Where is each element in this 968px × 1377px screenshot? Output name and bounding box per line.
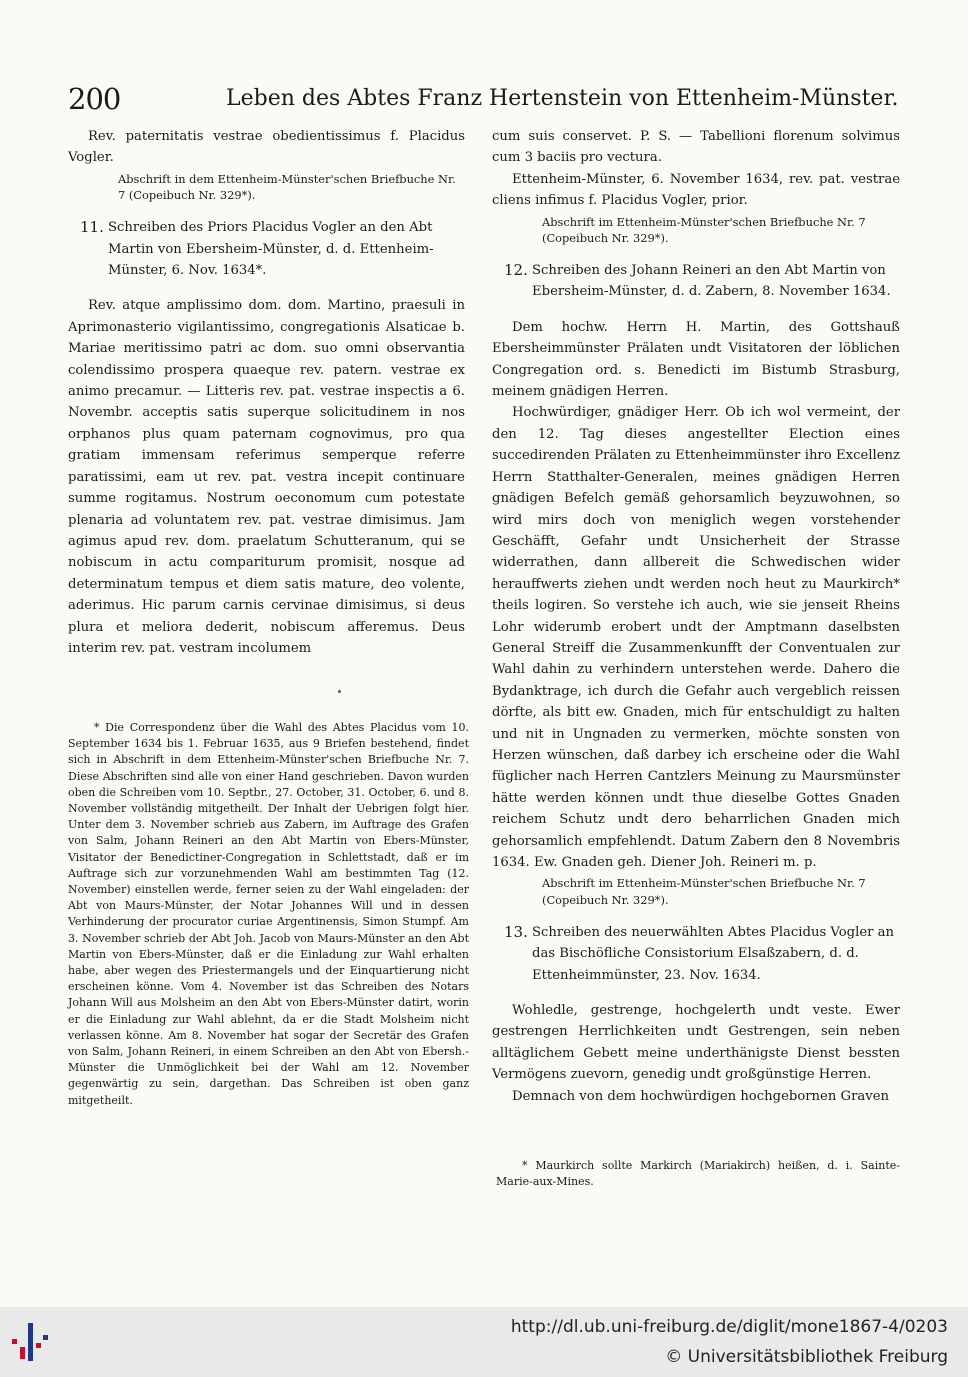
page-number: 200 (68, 82, 121, 116)
left-footnote-text: * Die Correspondenz über die Wahl des Abtes Placidus vom 10. September 1634 bis 1. Februar 1635, aus 9 Briefen bestehend, findet sich in Abschrift in dem Ettenheim-Münster'schen Briefbuche Nr. 7. Diese Abschriften sind alle von einer Hand geschrieben. Davon wurden oben die Schreiben vom 10. Septbr., 27. October, 31. October, 6. und 8. November vollständig mitgetheilt. Der Inhalt der Uebrigen folgt hier. Unter dem 3. November schrieb aus Zabern, im Auftrage des Grafen von Salm, Johann Reineri an den Abt Martin von Ebers-Münster, Visitator der Benedictiner-Congregation in Schlettstadt, daß er im Auftrage sich zur vorzunehmenden Wahl am bestimmten Tag (12. November) einstellen werde, ferner seien zu der Wahl eingeladen: der Abt von Maurs-Münster, der Notar Johannes Will und in dessen Verhinderung der procurator curiae Argentinensis, Simon Stumpf. Am 3. November schrieb der Abt Joh. Jacob von Maurs-Münster an den Abt Martin von Ebers-Münster, daß er die Einladung zur Wahl erhalten habe, aber wegen des Priestermangels und der Einquartierung nicht erscheinen könne. Vom 4. November ist das Schreiben des Notars Johann Will aus Molsheim an den Abt von Ebers-Münster datirt, worin er die Einladung zur Wahl ablehnt, da er die Stadt Molsheim nicht verlassen könne. Am 8. November hat sogar der Secretär des Grafen von Salm, Johann Reineri, in einem Schreiben an den Abt von Ebersh.-Münster die Unmöglichkeit bei der Wahl am 12. November gegenwärtig zu sein, dargethan. Das Schreiben ist oben ganz mitgetheilt. (68, 721, 469, 1107)
letter-13-number: 13. (504, 922, 528, 941)
letter-12-source-note: Abschrift im Ettenheim-Münster'schen Briefbuche Nr. 7 (Copeibuch Nr. 329*). (542, 876, 866, 907)
letter-11-number: 11. (80, 218, 104, 237)
letter-13-heading (492, 922, 900, 986)
letter-12-number: 12. (504, 261, 528, 280)
source-url-link[interactable]: http://dl.ub.uni-freiburg.de/diglit/mone1867-4/0203 (510, 1317, 948, 1337)
letter-11-heading (68, 217, 465, 281)
continuation-text: cum suis conservet. P. S. — Tabellioni florenum solvimus cum 3 baciis pro vectura. (492, 129, 900, 166)
letter-12-address: Dem hochw. Herrn H. Martin, des Gottshauß Ebersheimmünster Prälaten undt Visitatoren der löblichen Congregation ord. s. Benedicti im Bistumb Strasburg, meinem gnädigen Herren. (492, 319, 900, 400)
letter-12-title: Schreiben des Johann Reineri an den Abt Martin von Ebersheim-Münster, d. d. Zabern, 8. November 1634. (532, 263, 891, 300)
continuation-source-note: Abschrift im Ettenheim-Münster'schen Briefbuche Nr. 7 (Copeibuch Nr. 329*). (542, 214, 866, 245)
intro-source-note: Abschrift in dem Ettenheim-Münster'schen Briefbuche Nr. 7 (Copeibuch Nr. 329*). (118, 171, 456, 203)
running-title: Leben des Abtes Franz Hertenstein von Ettenheim-Münster. (226, 86, 899, 111)
right-footnote-text: * Maurkirch sollte Markirch (Mariakirch) heißen, d. i. Sainte-Marie-aux-Mines. (496, 1159, 900, 1189)
letter-12-heading (492, 260, 900, 303)
left-footnote (68, 720, 469, 1109)
copyright-notice: © Universitätsbibliothek Freiburg (665, 1347, 948, 1367)
continuation-closing: Ettenheim-Münster, 6. November 1634, rev. pat. vestrae cliens infimus f. Placidus Vogler, prior. (492, 171, 900, 209)
letter-13-salutation: Wohledle, gestrenge, hochgelerth undt veste. Ewer gestrengen Herrlichkeiten undt Gestrengen, sein neben alltäglichem Gebett meine underthänigste Dienst bessten Vermögens zuevorn, genedig undt großgünstige Herren. (492, 1003, 900, 1083)
page-header (68, 82, 908, 118)
library-footer-bar (0, 1307, 968, 1377)
letter-11-title: Schreiben des Priors Placidus Vogler an den Abt Martin von Ebersheim-Münster, d. d. Ettenheim-Münster, 6. Nov. 1634*. (108, 220, 434, 279)
right-column (492, 126, 900, 1107)
library-logo-icon (10, 1319, 50, 1365)
letter-11-body: Rev. atque amplissimo dom. dom. Martino, praesuli in Aprimonasterio vigilantissimo, congregationis Alsaticae b. Mariae meritissimo patri ac dom. suo omni observantia colendissimo prospera quaeque rev. patern. vestrae ex animo precamur. — Litteris rev. pat. vestrae inspectis a 6. Novembr. acceptis satis superque solicitudinem in nos orphanos plus quam paternam cognovimus, pro qua gratiam immensam referimus semperque referre paratissimi, eam ut rev. pat. vestra incepit continuare summe rogitamus. Nostrum oeconomum cum potestate plenaria ad voluntatem rev. pat. vestrae dimisimus. Jam agimus apud rev. dom. praelatum Schutteranum, qui se nobiscum in actu compariturum promisit, nosque ad determinatum tempus et diem satis mature, deo volente, aderimus. Hic parum carnis cervinae dimisimus, si deus plura et meliora dederit, nobiscum afferemus. Deus interim rev. pat. vestram incolumem (68, 298, 465, 656)
right-footnote (496, 1158, 900, 1190)
intro-closing: Rev. paternitatis vestrae obedientissimus f. Placidus Vogler. (68, 129, 465, 166)
letter-12-body: Hochwürdiger, gnädiger Herr. Ob ich wol vermeint, der den 12. Tag dieses angestellter Election eines succedirenden Prälaten zu Ettenheimmünster ihro Excellenz Herrn Statthalter-Generalen, meines gnädigen Herren gnädigen Befelch gemäß gehorsamlich beyzuwohnen, so wird mirs doch von meniglich wegen vorstehender Geschäfft, Gefahr undt Unsicherheit der Strasse widerrathen, dann allbereit die Schwedischen wider herauffwerts ziehen undt werden noch heut zu Maurkirch* theils logiren. So verstehe ich auch, wie sie jenseit Rheins Lohr widerumb erobert undt der Amptmann daselbsten General Streiff die Zusammenkunfft der Conventualen zur Wahl dahin zu verhindern unterstehen werde. Dahero die Bydanktrage, ich durch die Gefahr auch vergeblich reissen dörfte, als bitt ew. Gnaden, mich für entschuldigt zu halten und nit in Ungnaden zu vermerken, möchte sonsten von Herzen wünschen, daß darbey ich erscheine oder die Wahl füglicher nach Herren Cantzlers Meinung zu Maursmünster hätte werden können undt thue dieselbe Gottes Gnaden reichem Schutz undt dero beharrlichen Gnaden mich gehorsamlich empfehlendt. Datum Zabern den 8 Novembris 1634. Ew. Gnaden geh. Diener Joh. Reineri m. p. (492, 405, 900, 870)
letter-13-body: Demnach von dem hochwürdigen hochgebornen Graven (512, 1088, 889, 1104)
left-column (68, 126, 465, 659)
letter-13-title: Schreiben des neuerwählten Abtes Placidus Vogler an das Bischöfliche Consistorium Elsaßzabern, d. d. Ettenheimmünster, 23. Nov. 1634. (532, 924, 894, 983)
divider-mark (338, 690, 341, 693)
